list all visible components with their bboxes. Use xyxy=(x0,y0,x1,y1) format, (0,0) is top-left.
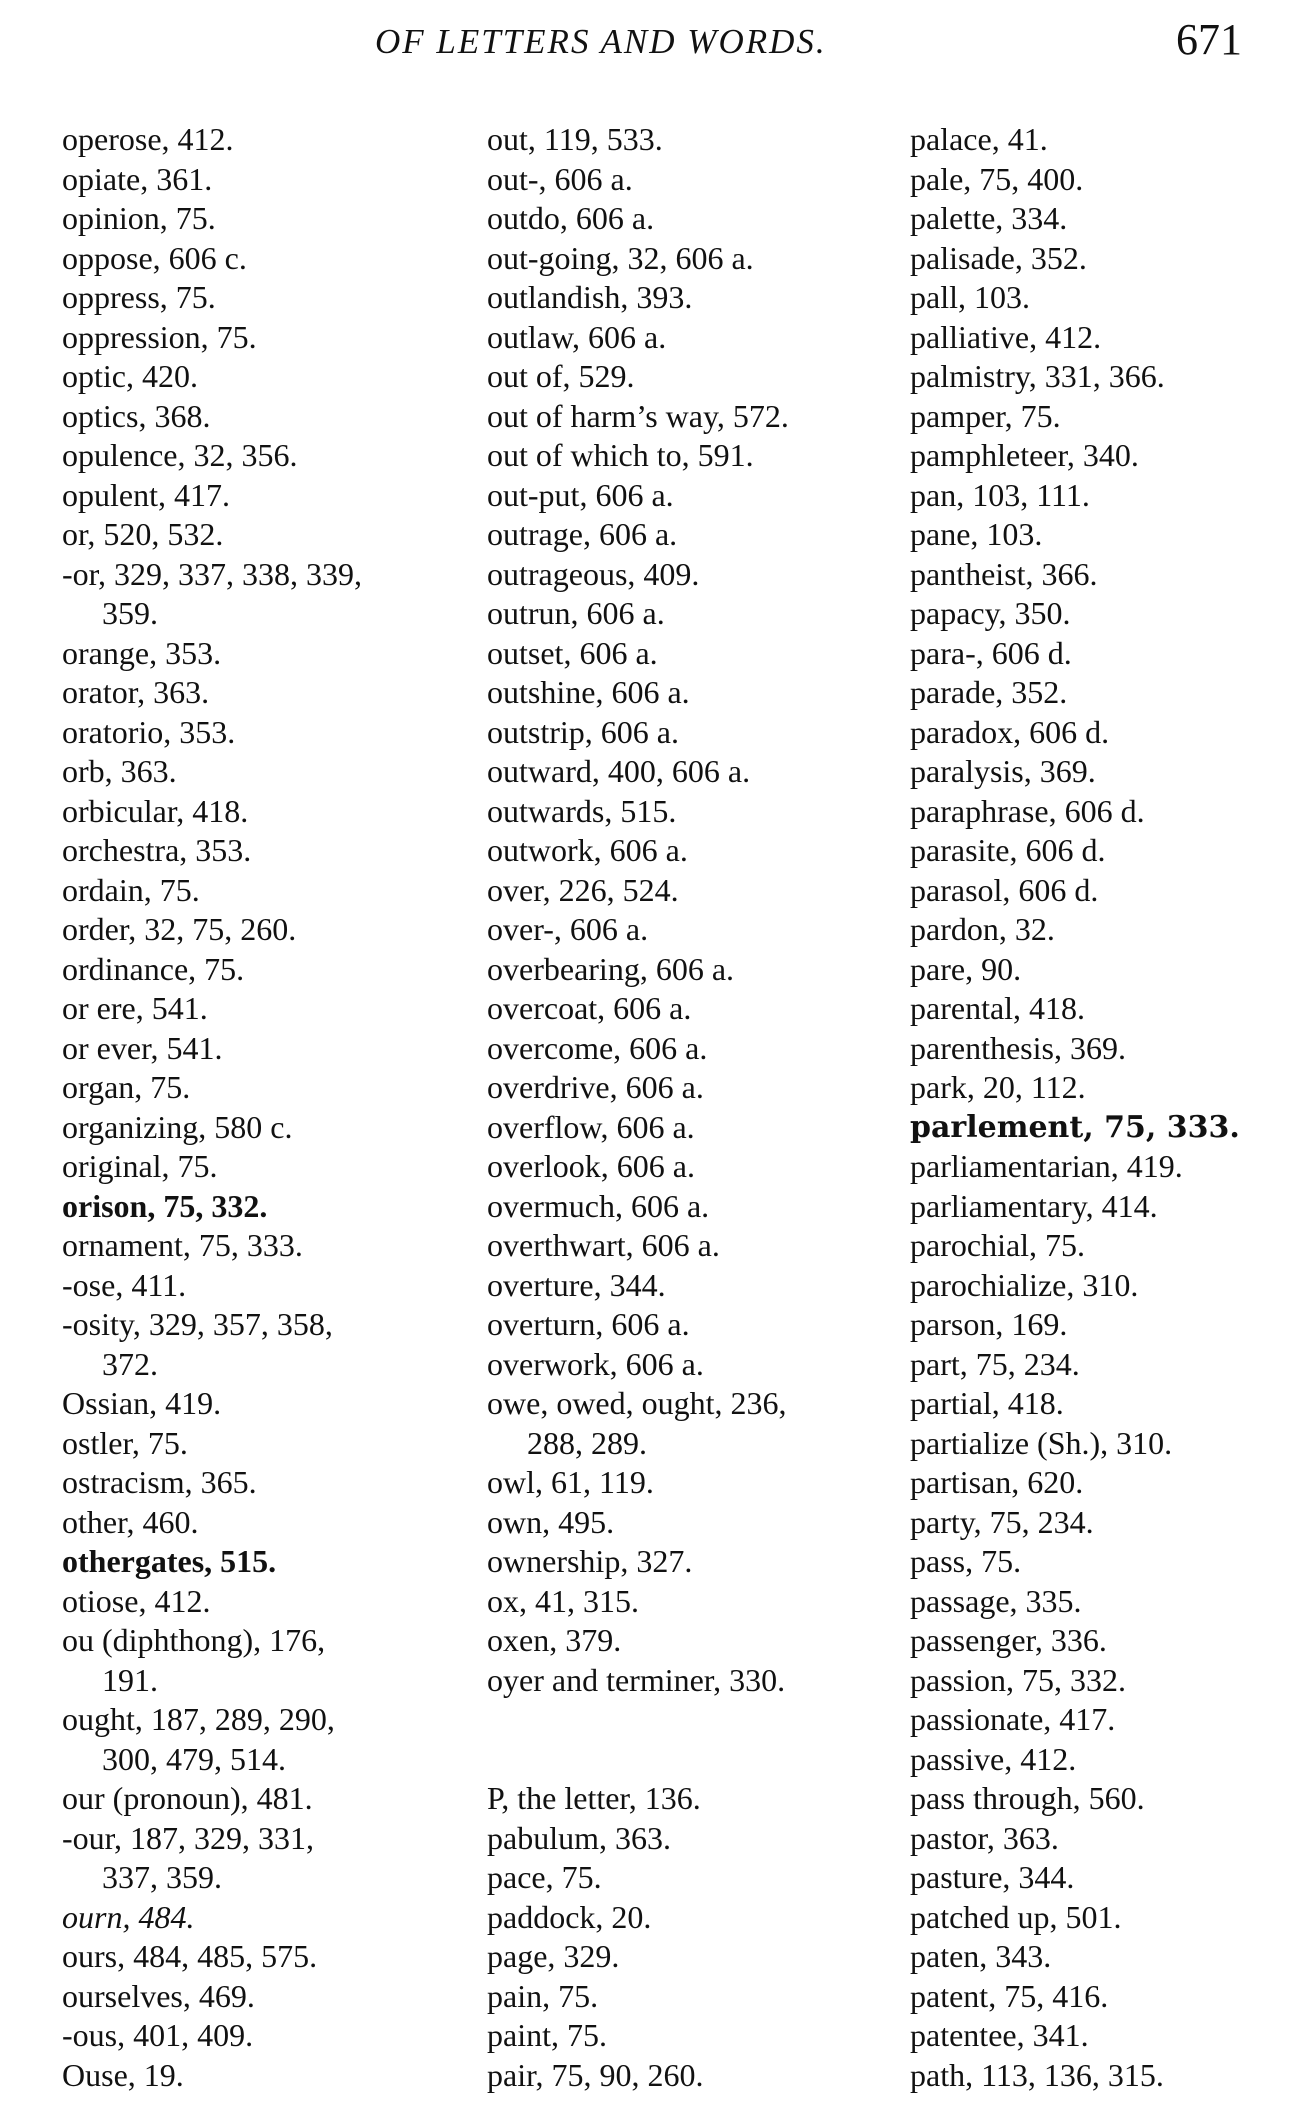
index-entry: pabulum, 363. xyxy=(487,1819,671,1856)
index-entry: outrun, 606 a. xyxy=(487,595,665,631)
index-entry: oratorio, 353. xyxy=(62,713,236,750)
index-entry: pastor, 363. xyxy=(910,1819,1059,1856)
page-header xyxy=(0,14,1300,74)
index-entry: outwards, 515. xyxy=(487,792,677,829)
index-entry: over, 226, 524. xyxy=(487,871,679,908)
index-entry: owe, owed, ought, 236, xyxy=(487,1385,787,1421)
index-entry: orange, 353. xyxy=(62,634,222,671)
index-entry: ought, 187, 289, 290, xyxy=(62,1701,335,1737)
index-entry: outlandish, 393. xyxy=(487,279,693,315)
index-entry: pale, 75, 400. xyxy=(910,160,1084,197)
index-entry: outstrip, 606 a. xyxy=(487,713,679,750)
index-entry: pane, 103. xyxy=(910,516,1043,552)
index-entry: pamper, 75. xyxy=(910,397,1061,434)
index-entry: ordinance, 75. xyxy=(62,950,245,987)
page-number: 671 xyxy=(1176,15,1242,64)
index-entry: over-, 606 a. xyxy=(487,911,649,947)
index-entry: pan, 103, 111. xyxy=(910,476,1090,513)
index-entry: opiate, 361. xyxy=(62,160,213,197)
index-entry-continuation: 300, 479, 514. xyxy=(102,1740,286,1777)
index-entry: optics, 368. xyxy=(62,397,211,434)
index-entry: optic, 420. xyxy=(62,358,198,394)
index-entry: out of which to, 591. xyxy=(487,437,754,473)
index-entry: pamphleteer, 340. xyxy=(910,437,1139,473)
index-entry: Ouse, 19. xyxy=(62,2056,184,2093)
index-gap xyxy=(487,1700,789,1740)
index-entry: patent, 75, 416. xyxy=(910,1977,1109,2014)
index-entry: overdrive, 606 a. xyxy=(487,1069,704,1105)
index-entry: partisan, 620. xyxy=(910,1464,1084,1500)
index-entry: parliamentary, 414. xyxy=(910,1187,1158,1224)
index-entry: paradox, 606 d. xyxy=(910,713,1110,750)
index-entry: orb, 363. xyxy=(62,753,177,789)
index-entry: overbearing, 606 a. xyxy=(487,950,735,987)
index-entry: out of, 529. xyxy=(487,358,635,394)
index-entry: passion, 75, 332. xyxy=(910,1661,1126,1698)
index-entry: passenger, 336. xyxy=(910,1622,1107,1658)
index-entry: outlaw, 606 a. xyxy=(487,318,667,355)
index-entry: parochial, 75. xyxy=(910,1227,1086,1263)
index-entry: pantheist, 366. xyxy=(910,555,1098,592)
index-entry: pasture, 344. xyxy=(910,1859,1075,1895)
index-entry: pass, 75. xyxy=(910,1543,1022,1579)
index-entry: passage, 335. xyxy=(910,1582,1082,1619)
index-entry: overturn, 606 a. xyxy=(487,1306,690,1342)
index-entry: ourn, 484. xyxy=(62,1898,195,1935)
index-entry: -our, 187, 329, 331, xyxy=(62,1819,315,1856)
index-entry: page, 329. xyxy=(487,1938,620,1974)
index-entry: our (pronoun), 481. xyxy=(62,1780,313,1816)
index-entry: order, 32, 75, 260. xyxy=(62,911,297,947)
index-entry: overmuch, 606 a. xyxy=(487,1187,710,1224)
index-entry: papacy, 350. xyxy=(910,595,1071,631)
index-entry: overlook, 606 a. xyxy=(487,1148,695,1184)
index-entry: orchestra, 353. xyxy=(62,832,252,868)
index-entry: partialize (Sh.), 310. xyxy=(910,1424,1173,1461)
index-entry: partial, 418. xyxy=(910,1385,1064,1421)
index-entry: oppress, 75. xyxy=(62,279,216,315)
index-entry: parlement, 75, 333. xyxy=(910,1109,1240,1145)
index-entry: paten, 343. xyxy=(910,1938,1052,1974)
index-entry: ou (diphthong), 176, xyxy=(62,1622,326,1658)
index-entry: organ, 75. xyxy=(62,1069,191,1105)
index-entry: out-going, 32, 606 a. xyxy=(487,239,754,276)
index-entry: othergates, 515. xyxy=(62,1543,277,1579)
index-entry: out, 119, 533. xyxy=(487,121,663,157)
index-entry: parliamentarian, 419. xyxy=(910,1148,1183,1184)
index-entry: ostler, 75. xyxy=(62,1424,188,1461)
index-entry: overture, 344. xyxy=(487,1266,666,1303)
index-entry: parental, 418. xyxy=(910,990,1086,1026)
index-entry: other, 460. xyxy=(62,1503,199,1540)
index-entry: -or, 329, 337, 338, 339, xyxy=(62,555,363,592)
index-entry: organizing, 580 c. xyxy=(62,1108,293,1145)
index-entry: otiose, 412. xyxy=(62,1582,211,1619)
index-entry: overwork, 606 a. xyxy=(487,1345,704,1382)
index-entry: patentee, 341. xyxy=(910,2017,1089,2053)
index-entry-continuation: 337, 359. xyxy=(102,1859,222,1895)
index-entry: -ous, 401, 409. xyxy=(62,2017,254,2053)
index-entry: patched up, 501. xyxy=(910,1898,1122,1935)
index-entry: part, 75, 234. xyxy=(910,1345,1080,1382)
index-entry-continuation: 191. xyxy=(102,1661,158,1698)
index-entry: outwork, 606 a. xyxy=(487,832,688,868)
index-column-1 xyxy=(62,120,362,2095)
index-entry: oxen, 379. xyxy=(487,1622,622,1658)
index-entry: ordain, 75. xyxy=(62,871,200,908)
index-entry-continuation: 372. xyxy=(102,1345,158,1382)
index-entry: path, 113, 136, 315. xyxy=(910,2056,1164,2093)
index-entry: opinion, 75. xyxy=(62,200,216,236)
index-column-2 xyxy=(487,120,789,2095)
index-entry: outshine, 606 a. xyxy=(487,674,690,710)
index-entry: parochialize, 310. xyxy=(910,1266,1139,1303)
index-gap xyxy=(487,1740,789,1780)
index-entry: operose, 412. xyxy=(62,121,234,157)
index-entry: overflow, 606 a. xyxy=(487,1108,695,1145)
index-entry: overthwart, 606 a. xyxy=(487,1227,720,1263)
index-entry: orison, 75, 332. xyxy=(62,1187,268,1224)
index-entry: paralysis, 369. xyxy=(910,753,1096,789)
index-entry: outrageous, 409. xyxy=(487,555,700,592)
index-entry: orator, 363. xyxy=(62,674,210,710)
index-entry: own, 495. xyxy=(487,1503,615,1540)
index-entry: party, 75, 234. xyxy=(910,1503,1094,1540)
index-entry: passive, 412. xyxy=(910,1740,1077,1777)
index-entry: or ever, 541. xyxy=(62,1029,223,1066)
index-entry: outdo, 606 a. xyxy=(487,200,655,236)
index-entry: palisade, 352. xyxy=(910,239,1087,276)
index-entry: owl, 61, 119. xyxy=(487,1464,654,1500)
running-title: OF LETTERS AND WORDS. xyxy=(375,22,827,61)
index-entry: opulent, 417. xyxy=(62,476,230,513)
index-entry: ownership, 327. xyxy=(487,1543,693,1579)
index-entry: pardon, 32. xyxy=(910,911,1055,947)
index-entry: palette, 334. xyxy=(910,200,1068,236)
index-entry: oppression, 75. xyxy=(62,318,257,355)
index-entry: pall, 103. xyxy=(910,279,1030,315)
index-column-3 xyxy=(910,120,1240,2095)
index-entry: ours, 484, 485, 575. xyxy=(62,1938,318,1974)
index-entry: outrage, 606 a. xyxy=(487,516,678,552)
index-entry: out-put, 606 a. xyxy=(487,476,674,513)
index-entry: or ere, 541. xyxy=(62,990,208,1026)
index-entry: parasite, 606 d. xyxy=(910,832,1106,868)
index-entry: Ossian, 419. xyxy=(62,1385,222,1421)
index-entry: ourselves, 469. xyxy=(62,1977,255,2014)
index-entry: palace, 41. xyxy=(910,121,1048,157)
index-entry: P, the letter, 136. xyxy=(487,1780,701,1816)
index-entry: opulence, 32, 356. xyxy=(62,437,298,473)
index-entry: oyer and terminer, 330. xyxy=(487,1661,786,1698)
index-entry: out-, 606 a. xyxy=(487,160,633,197)
index-entry: parenthesis, 369. xyxy=(910,1029,1126,1066)
index-entry: palmistry, 331, 366. xyxy=(910,358,1165,394)
index-entry: overcome, 606 a. xyxy=(487,1029,708,1066)
index-entry: pair, 75, 90, 260. xyxy=(487,2056,704,2093)
index-entry: -osity, 329, 357, 358, xyxy=(62,1306,333,1342)
index-entry: pain, 75. xyxy=(487,1977,599,2014)
index-entry: or, 520, 532. xyxy=(62,516,224,552)
index-entry: park, 20, 112. xyxy=(910,1069,1086,1105)
index-entry: para-, 606 d. xyxy=(910,634,1072,671)
index-entry: parade, 352. xyxy=(910,674,1068,710)
index-entry: pare, 90. xyxy=(910,950,1022,987)
index-entry: original, 75. xyxy=(62,1148,218,1184)
index-entry: passionate, 417. xyxy=(910,1701,1116,1737)
index-entry: outset, 606 a. xyxy=(487,634,658,671)
index-entry: outward, 400, 606 a. xyxy=(487,753,751,789)
index-entry-continuation: 359. xyxy=(102,595,158,631)
index-entry: oppose, 606 c. xyxy=(62,239,247,276)
index-entry: out of harm’s way, 572. xyxy=(487,397,789,434)
index-entry: parasol, 606 d. xyxy=(910,871,1099,908)
index-entry: overcoat, 606 a. xyxy=(487,990,692,1026)
index-entry-continuation: 288, 289. xyxy=(527,1424,647,1461)
index-entry: pace, 75. xyxy=(487,1859,602,1895)
index-entry: paraphrase, 606 d. xyxy=(910,792,1145,829)
index-entry: palliative, 412. xyxy=(910,318,1102,355)
index-entry: paddock, 20. xyxy=(487,1898,652,1935)
index-entry: ornament, 75, 333. xyxy=(62,1227,303,1263)
index-entry: orbicular, 418. xyxy=(62,792,249,829)
index-entry: ox, 41, 315. xyxy=(487,1582,639,1619)
index-entry: parson, 169. xyxy=(910,1306,1068,1342)
index-entry: paint, 75. xyxy=(487,2017,607,2053)
index-entry: ostracism, 365. xyxy=(62,1464,257,1500)
index-entry: pass through, 560. xyxy=(910,1780,1145,1816)
index-entry: -ose, 411. xyxy=(62,1266,187,1303)
